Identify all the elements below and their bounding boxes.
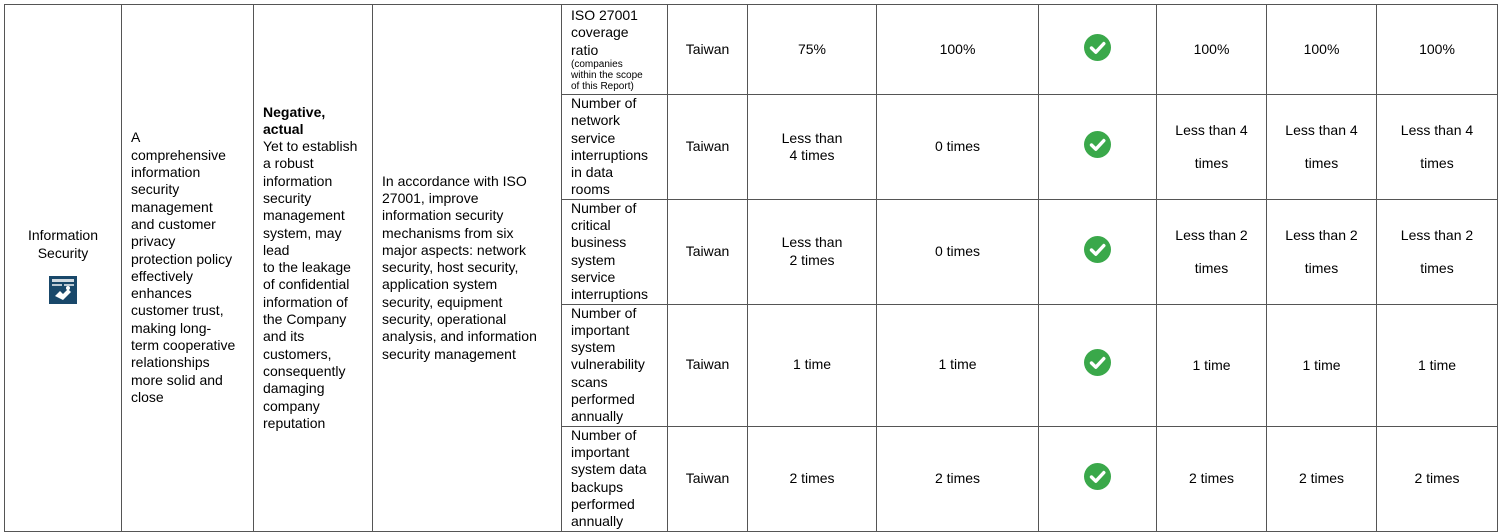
- text-line: security: [263, 189, 312, 206]
- text-line: of confidential: [263, 276, 350, 293]
- text-line: making long-: [131, 319, 212, 336]
- text-line: 1 time: [1417, 356, 1457, 373]
- text-line: consequently: [263, 362, 346, 379]
- text-line: 2 times: [789, 469, 835, 486]
- text-line: customers,: [263, 345, 332, 362]
- target-cell: [748, 426, 877, 531]
- status-cell: [1039, 426, 1157, 531]
- actual-value: 100%: [939, 40, 976, 57]
- text-line: application system: [382, 276, 498, 293]
- text-line: 1 time: [1192, 356, 1231, 373]
- topic-cell: [5, 5, 122, 532]
- checkmark-icon: [1084, 131, 1111, 158]
- text-line: interruptions: [571, 146, 649, 163]
- actual-value: 2 times: [934, 469, 981, 486]
- text-line: Less than 4: [1175, 121, 1248, 138]
- text-line: A: [131, 129, 141, 146]
- text-line: security: [131, 181, 180, 198]
- text-line: 2 times: [1188, 470, 1235, 487]
- region-label: Taiwan: [685, 243, 730, 260]
- status-cell: [1039, 304, 1157, 426]
- text-line: Less than 4: [1400, 121, 1474, 138]
- text-line: Less than 2: [1175, 226, 1248, 243]
- text-line: analysis, and information: [382, 328, 537, 345]
- text-line: 1 time: [792, 356, 832, 373]
- indicator-cell: [562, 426, 668, 531]
- text-line: times: [1420, 259, 1454, 276]
- target-cell: [748, 5, 877, 95]
- text-line: annually: [571, 408, 624, 425]
- future-target-cell: [1377, 426, 1498, 531]
- text-line: security, host security,: [382, 259, 519, 276]
- text-line: effectively: [131, 267, 193, 284]
- text-line: coverage: [571, 24, 629, 41]
- text-line: Less than 2: [1285, 226, 1358, 243]
- text-line: times: [1304, 154, 1339, 171]
- text-line: information: [263, 172, 333, 189]
- text-line: system data: [571, 461, 647, 478]
- text-line: service: [571, 129, 616, 146]
- text-line: actual: [263, 120, 304, 137]
- text-line: damaging: [263, 380, 325, 397]
- text-line: vulnerability: [571, 356, 645, 373]
- topic-title: Information Security: [27, 227, 99, 261]
- actual-value: 1 time: [938, 356, 977, 373]
- actual-value: 0 times: [934, 243, 981, 260]
- sdg-16-peace-justice-icon: [49, 276, 77, 304]
- text-line: information of: [263, 293, 348, 310]
- future-target-cell: [1267, 199, 1377, 304]
- actual-cell: [877, 95, 1039, 200]
- text-line: and its: [263, 328, 305, 345]
- text-line: In accordance with ISO: [382, 172, 527, 189]
- future-target-cell: [1377, 199, 1498, 304]
- future-target-cell: [1267, 5, 1377, 95]
- future-target-cell: [1267, 95, 1377, 200]
- text-line: and customer: [131, 215, 216, 232]
- text-line: 2 times: [1298, 470, 1345, 487]
- text-line: 75%: [797, 40, 827, 57]
- text-line: more solid and: [131, 371, 223, 388]
- text-line: Negative,: [263, 103, 326, 120]
- text-line: 100%: [1303, 41, 1340, 57]
- status-cell: [1039, 95, 1157, 200]
- target-cell: [748, 304, 877, 426]
- actual-value: 0 times: [934, 138, 981, 155]
- future-target-cell: [1157, 304, 1267, 426]
- text-line: 1 time: [1302, 356, 1341, 373]
- table-body: [5, 5, 1498, 532]
- text-line: information: [131, 164, 201, 181]
- text-line: security, operational: [382, 311, 507, 328]
- text-line: critical: [571, 217, 611, 234]
- text-line: system: [571, 339, 616, 356]
- text-line: rooms: [571, 181, 610, 198]
- text-line: a robust: [263, 155, 314, 172]
- text-line: information security: [382, 207, 504, 224]
- region-label: Taiwan: [685, 40, 730, 57]
- text-line: comprehensive: [131, 146, 226, 163]
- checkmark-icon: [1084, 236, 1111, 263]
- text-line: 27001, improve: [382, 189, 479, 206]
- text-line: times: [1304, 259, 1339, 276]
- region-cell: [668, 426, 748, 531]
- text-line: important: [571, 321, 630, 338]
- text-line: Number of: [571, 426, 637, 443]
- text-line: company: [263, 397, 320, 414]
- text-line: lead: [263, 241, 290, 258]
- text-line: performed: [571, 391, 635, 408]
- indicator-cell: [562, 199, 668, 304]
- text-line: Number of: [571, 95, 637, 111]
- text-line: times: [1420, 154, 1454, 171]
- text-line: Number of: [571, 199, 637, 216]
- indicator-cell: [562, 304, 668, 426]
- future-target-cell: [1157, 426, 1267, 531]
- region-cell: [668, 304, 748, 426]
- region-label: Taiwan: [685, 356, 730, 373]
- text-line: interruptions: [571, 286, 649, 303]
- text-line: network: [571, 112, 621, 129]
- indicator-cell: [562, 5, 668, 95]
- text-line: of this Report): [571, 80, 634, 92]
- future-target-cell: [1157, 199, 1267, 304]
- target-cell: [748, 95, 877, 200]
- text-line: the Company: [263, 311, 347, 328]
- checkmark-icon: [1084, 463, 1111, 490]
- future-target-cell: [1267, 304, 1377, 426]
- text-line: security management: [382, 345, 516, 362]
- text-line: major aspects: network: [382, 241, 526, 258]
- text-line: performed: [571, 495, 635, 512]
- text-line: to the leakage: [263, 259, 351, 276]
- text-line: (companies: [571, 58, 623, 70]
- region-label: Taiwan: [685, 138, 730, 155]
- text-line: Number of: [571, 304, 637, 321]
- text-line: 4 times: [789, 146, 835, 163]
- text-line: customer trust,: [131, 302, 224, 319]
- text-line: mechanisms from six: [382, 224, 514, 241]
- future-target-cell: [1377, 304, 1498, 426]
- text-line: 100%: [1419, 41, 1455, 57]
- text-line: privacy: [131, 233, 176, 250]
- region-label: Taiwan: [685, 469, 730, 486]
- text-line: ratio: [571, 41, 599, 58]
- actual-cell: [877, 199, 1039, 304]
- text-line: management: [263, 207, 345, 224]
- text-line: management: [131, 198, 213, 215]
- impact-cell: [254, 5, 373, 532]
- text-line: ISO 27001: [571, 7, 638, 24]
- text-line: Less than 2: [1400, 226, 1474, 243]
- text-line: enhances: [131, 285, 192, 302]
- text-line: system: [571, 251, 616, 268]
- text-line: close: [131, 388, 164, 405]
- text-line: annually: [571, 513, 624, 530]
- text-line: 100%: [1193, 41, 1230, 57]
- text-line: service: [571, 268, 616, 285]
- future-target-cell: [1157, 95, 1267, 200]
- text-line: term cooperative: [131, 337, 236, 353]
- text-line: business: [571, 234, 627, 251]
- text-line: times: [1194, 154, 1229, 171]
- text-line: within the scope: [571, 69, 643, 81]
- approach-cell: [373, 5, 562, 532]
- region-cell: [668, 199, 748, 304]
- text-line: security, equipment: [382, 293, 503, 310]
- text-line: relationships: [131, 354, 210, 371]
- information-security-table: [4, 4, 1498, 532]
- region-cell: [668, 95, 748, 200]
- future-target-cell: [1377, 5, 1498, 95]
- target-cell: [748, 199, 877, 304]
- text-line: times: [1194, 259, 1229, 276]
- text-line: scans: [571, 373, 608, 390]
- text-line: protection policy: [131, 250, 233, 267]
- text-line: Less than: [781, 234, 843, 251]
- text-line: important: [571, 444, 630, 461]
- text-line: 2 times: [789, 251, 835, 268]
- actual-cell: [877, 5, 1039, 95]
- description-cell: [122, 5, 254, 532]
- text-line: Less than 4: [1285, 121, 1358, 138]
- text-line: in data: [571, 164, 614, 181]
- status-cell: [1039, 5, 1157, 95]
- checkmark-icon: [1084, 349, 1111, 376]
- table-row: [5, 5, 1498, 95]
- text-line: system, may: [263, 224, 342, 241]
- actual-cell: [877, 426, 1039, 531]
- text-line: Less than: [781, 129, 843, 146]
- text-line: backups: [571, 478, 624, 495]
- status-cell: [1039, 199, 1157, 304]
- checkmark-icon: [1084, 34, 1111, 61]
- indicator-cell: [562, 95, 668, 200]
- region-cell: [668, 5, 748, 95]
- future-target-cell: [1267, 426, 1377, 531]
- actual-cell: [877, 304, 1039, 426]
- future-target-cell: [1157, 5, 1267, 95]
- text-line: Yet to establish: [263, 138, 358, 155]
- future-target-cell: [1377, 95, 1498, 200]
- text-line: 2 times: [1414, 470, 1460, 487]
- text-line: reputation: [263, 414, 326, 431]
